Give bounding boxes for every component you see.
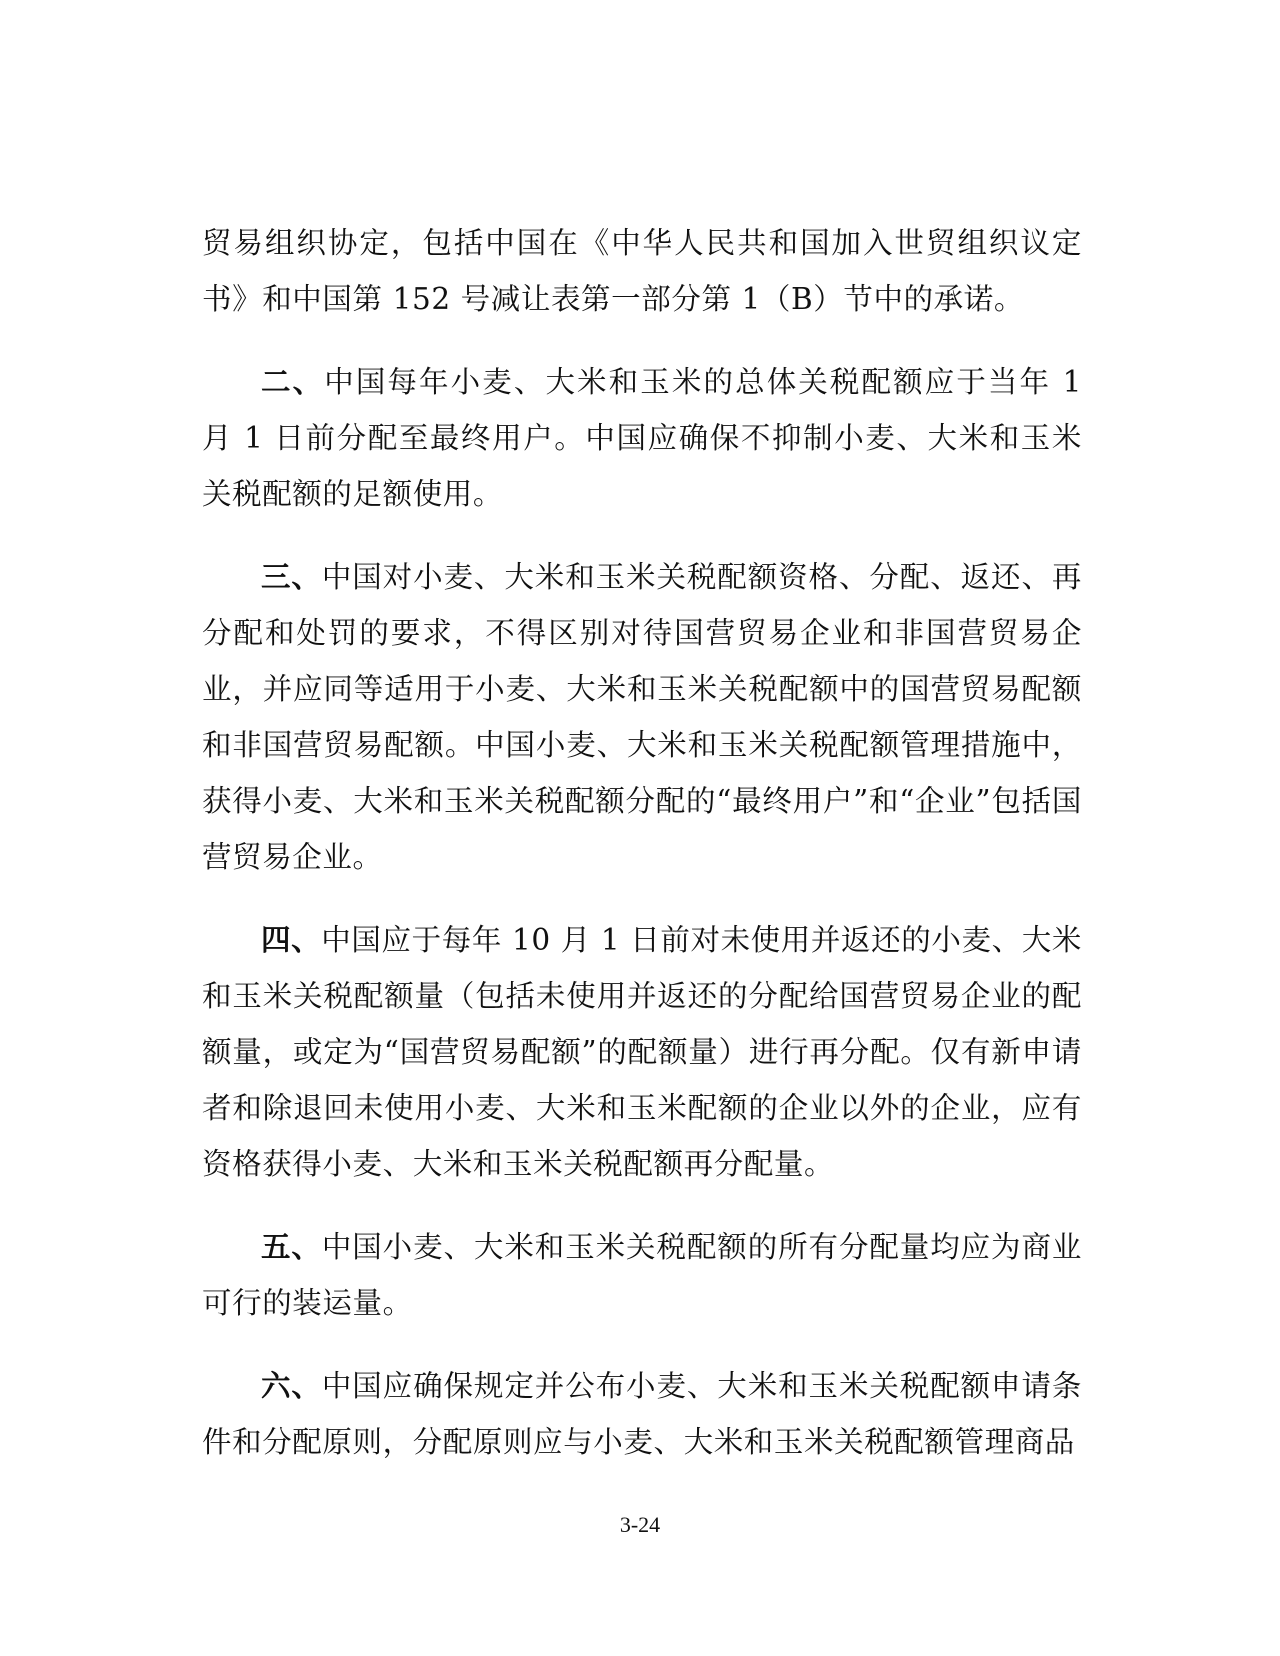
paragraph-number: 四、: [261, 922, 322, 957]
page-number: 3-24: [619, 1512, 661, 1537]
paragraph-continuation: [202, 215, 1082, 327]
paragraph-number: 二、: [261, 364, 325, 399]
paragraph-text: 贸易组织协定，包括中国在《中华人民共和国加入世贸组织议定书》和中国第 152 号减让表第一部分第 1（B）节中的承诺。: [202, 226, 1082, 316]
paragraph-text: 中国应于每年 10 月 1 日前对未使用并返还的小麦、大米和玉米关税配额量（包括未使用并返还的分配给国营贸易企业的配额量，或定为“国营贸易配额”的配额量）进行再分配。仅有新申请者和除退回未使用小麦、大米和玉米配额的企业以外的企业，应有资格获得小麦、大米和玉米关税配额再分配量。: [202, 923, 1083, 1181]
paragraph-number: 五、: [261, 1229, 322, 1264]
paragraph-5: [202, 1219, 1082, 1331]
paragraph-3: [202, 549, 1082, 885]
paragraph-6: [202, 1358, 1082, 1470]
paragraph-number: 三、: [261, 559, 322, 594]
document-body: [202, 215, 1082, 1497]
paragraph-number: 六、: [261, 1368, 322, 1403]
paragraph-text: 中国小麦、大米和玉米关税配额的所有分配量均应为商业可行的装运量。: [202, 1230, 1082, 1320]
paragraph-text: 中国对小麦、大米和玉米关税配额资格、分配、返还、再分配和处罚的要求，不得区别对待国营贸易企业和非国营贸易企业，并应同等适用于小麦、大米和玉米关税配额中的国营贸易配额和非国营贸易配额。中国小麦、大米和玉米关税配额管理措施中，获得小麦、大米和玉米关税配额分配的“最终用户”和“企业”包括国营贸易企业。: [202, 560, 1082, 874]
paragraph-4: [202, 912, 1082, 1192]
paragraph-text: 中国应确保规定并公布小麦、大米和玉米关税配额申请条件和分配原则，分配原则应与小麦、大米和玉米关税配额管理商品: [202, 1369, 1082, 1459]
paragraph-text: 中国每年小麦、大米和玉米的总体关税配额应于当年 1 月 1 日前分配至最终用户。中国应确保不抑制小麦、大米和玉米关税配额的足额使用。: [202, 365, 1082, 511]
paragraph-2: [202, 354, 1082, 522]
